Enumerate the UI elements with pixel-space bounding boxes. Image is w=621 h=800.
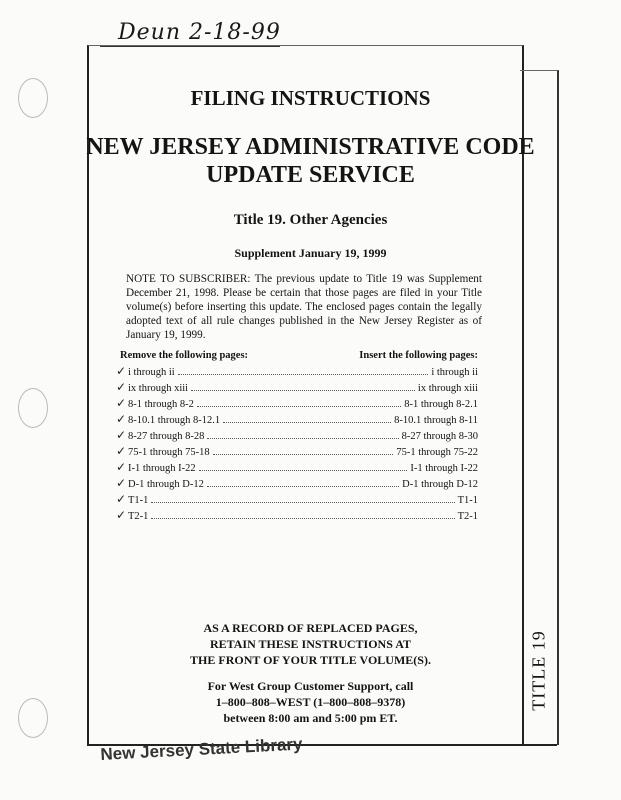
code-title: NEW JERSEY ADMINISTRATIVE CODE xyxy=(86,134,535,160)
checkmark-icon: ✓ xyxy=(116,444,127,458)
tab-label: TITLE 19 xyxy=(528,629,549,711)
punch-hole-icon xyxy=(18,388,48,428)
page-list-header xyxy=(120,350,478,361)
checkmark-icon: ✓ xyxy=(116,396,127,410)
list-item: ✓ D-1 through D-12 D-1 through D-12 xyxy=(116,476,478,490)
list-item: ✓ T1-1 T1-1 xyxy=(116,492,478,506)
checkmark-icon: ✓ xyxy=(116,492,127,506)
list-item: ✓ 8-27 through 8-28 8-27 through 8-30 xyxy=(116,428,478,442)
list-item: ✓ i through ii i through ii xyxy=(116,364,478,378)
list-item: ✓ ix through xiii ix through xiii xyxy=(116,380,478,394)
note-to-subscriber: NOTE TO SUBSCRIBER: The previous update to Title 19 was Supplement December 21, 1998. Please be certain that those pages are filed in your Title volume(s) before inserting this update. The enclosed pages contain the legally adopted text of all rule changes published in the New Jersey Register as of January 19, 1999. xyxy=(126,273,482,341)
page-list xyxy=(116,364,478,524)
checkmark-icon: ✓ xyxy=(116,428,127,442)
supplement-date: Supplement January 19, 1999 xyxy=(234,246,387,260)
record-instructions: AS A RECORD OF REPLACED PAGES, RETAIN THESE INSTRUCTIONS AT THE FRONT OF YOUR TITLE VOLUME(S). xyxy=(190,621,431,667)
service-title: UPDATE SERVICE xyxy=(206,162,415,188)
page-title: FILING INSTRUCTIONS xyxy=(190,86,431,110)
library-stamp: New Jersey State Library xyxy=(100,734,303,764)
list-item: ✓ I-1 through I-22 I-1 through I-22 xyxy=(116,460,478,474)
checkmark-icon: ✓ xyxy=(116,476,127,490)
handwritten-note: Deun 2-18-99 xyxy=(118,20,281,45)
checkmark-icon: ✓ xyxy=(116,508,127,522)
customer-support: For West Group Customer Support, call 1–800–808–WEST (1–800–808–9378) between 8:00 am and 5:00 pm ET. xyxy=(207,679,414,725)
list-item: ✓ 8-10.1 through 8-12.1 8-10.1 through 8-11 xyxy=(116,412,478,426)
checkmark-icon: ✓ xyxy=(116,380,127,394)
insert-header: Insert the following pages: xyxy=(359,350,478,361)
checkmark-icon: ✓ xyxy=(116,460,127,474)
list-item: ✓ 75-1 through 75-18 75-1 through 75-22 xyxy=(116,444,478,458)
checkmark-icon: ✓ xyxy=(116,412,127,426)
remove-header: Remove the following pages: xyxy=(120,350,249,361)
checkmark-icon: ✓ xyxy=(116,364,127,378)
list-item: ✓ 8-1 through 8-2 8-1 through 8-2.1 xyxy=(116,396,478,410)
list-item: ✓ T2-1 T2-1 xyxy=(116,508,478,522)
title-section: Title 19. Other Agencies xyxy=(233,212,388,228)
